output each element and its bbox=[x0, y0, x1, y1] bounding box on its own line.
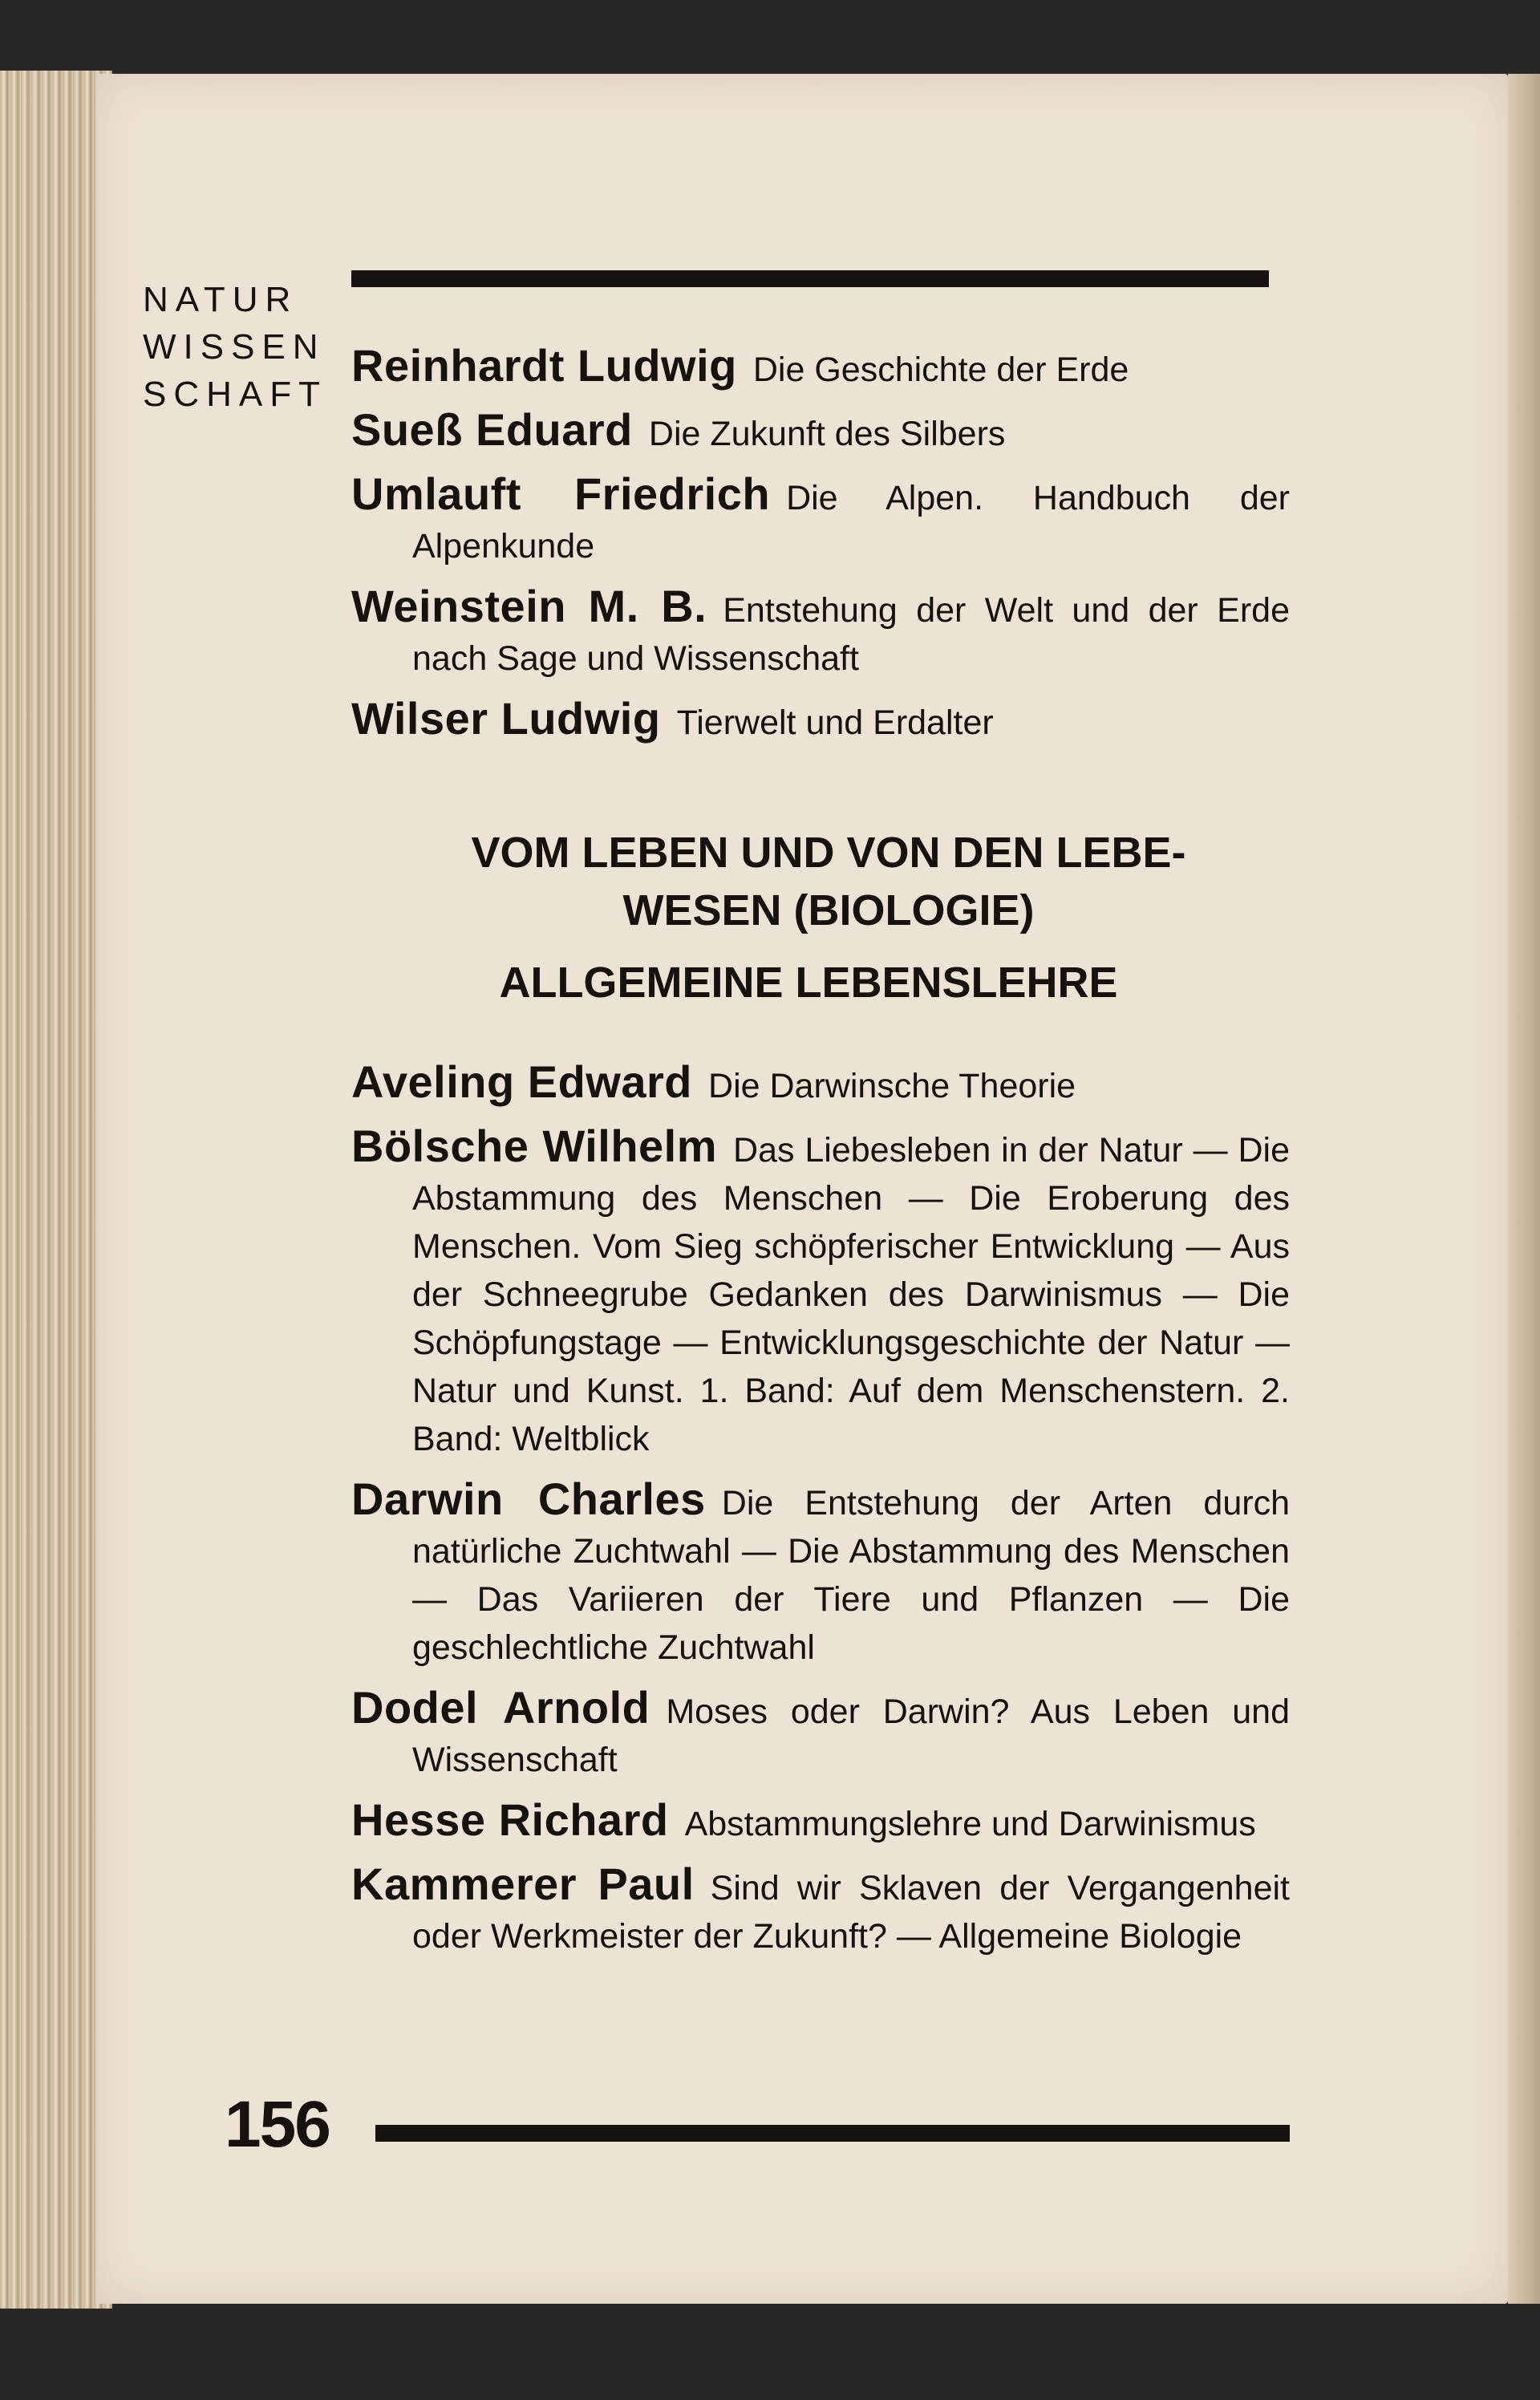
entry-title: Sind wir Sklaven der Vergangenheit oder Werkmeister der Zukunft? — Allgemeine Biologie bbox=[412, 1869, 1290, 1956]
list-item bbox=[351, 406, 1290, 458]
list-item bbox=[351, 1122, 1290, 1463]
chapter-heading-line: VOM LEBEN UND VON DEN LEBE- bbox=[471, 829, 1186, 877]
entry-title: Die Darwinsche Theorie bbox=[708, 1067, 1076, 1105]
entry-author: Dodel Arnold bbox=[351, 1682, 650, 1733]
list-item bbox=[351, 1684, 1290, 1784]
entry-title: Die Geschichte der Erde bbox=[752, 351, 1129, 389]
list-item bbox=[351, 582, 1290, 683]
entry-title: Das Liebesleben in der Natur — Die Abstammung des Menschen — Die Eroberung des Menschen. Vom Sieg schöpferischer Entwicklung — Aus der Schneegrube Gedanken des Darwinismus — Die Schöpfungstage — Entwicklungsgeschichte der Natur — Natur und Kunst. 1. Band: Auf dem Menschenstern. 2. Band: Weltblick bbox=[412, 1131, 1290, 1458]
section-label-line: SCHAFT bbox=[143, 375, 327, 414]
section-label-line: WISSEN bbox=[143, 327, 326, 367]
entry-author: Wilser Ludwig bbox=[351, 693, 661, 744]
entry-title: Abstammungslehre und Darwinismus bbox=[684, 1805, 1256, 1843]
entry-title: Moses oder Darwin? Aus Leben und Wissenschaft bbox=[412, 1693, 1290, 1779]
entry-title: Tierwelt und Erdalter bbox=[676, 703, 994, 742]
chapter-heading-line: WESEN (BIOLOGIE) bbox=[622, 886, 1035, 934]
list-item bbox=[351, 1796, 1290, 1848]
list-item bbox=[351, 342, 1290, 394]
list-item bbox=[351, 1475, 1290, 1672]
entry-author: Reinhardt Ludwig bbox=[351, 340, 737, 391]
list-item bbox=[351, 470, 1290, 570]
entry-author: Hesse Richard bbox=[351, 1794, 669, 1845]
chapter-heading bbox=[351, 824, 1290, 939]
subsection-heading: ALLGEMEINE LEBENSLEHRE bbox=[499, 959, 1118, 1007]
top-rule bbox=[351, 270, 1269, 287]
section-label-line: NATUR bbox=[143, 280, 298, 319]
entry-title: Die Alpen. Handbuch der Alpenkunde bbox=[412, 479, 1290, 566]
list-item bbox=[351, 1860, 1290, 1960]
entry-title: Die Entstehung der Arten durch natürliche Zuchtwahl — Die Abstammung des Menschen — Das Variieren der Tiere und Pflanzen — Die geschlechtliche Zuchtwahl bbox=[412, 1484, 1290, 1667]
bottom-rule bbox=[375, 2125, 1290, 2142]
entry-author: Sueß Eduard bbox=[351, 404, 633, 455]
entry-title: Die Zukunft des Silbers bbox=[648, 415, 1006, 453]
entry-author: Bölsche Wilhelm bbox=[351, 1121, 718, 1171]
bibliography-list bbox=[351, 342, 1290, 1972]
list-item bbox=[351, 1058, 1290, 1110]
entry-author: Weinstein M. B. bbox=[351, 581, 707, 631]
section-label bbox=[143, 276, 327, 418]
page-number: 156 bbox=[225, 2088, 330, 2161]
entry-author: Kammerer Paul bbox=[351, 1859, 695, 1909]
entry-author: Darwin Charles bbox=[351, 1474, 706, 1524]
book-page-edges bbox=[0, 71, 112, 2309]
entry-title: Entstehung der Welt und der Erde nach Sage und Wissenschaft bbox=[412, 591, 1290, 678]
list-item bbox=[351, 695, 1290, 747]
facing-page-edge bbox=[1508, 74, 1540, 2304]
entry-author: Aveling Edward bbox=[351, 1056, 693, 1107]
entry-author: Umlauft Friedrich bbox=[351, 468, 771, 519]
